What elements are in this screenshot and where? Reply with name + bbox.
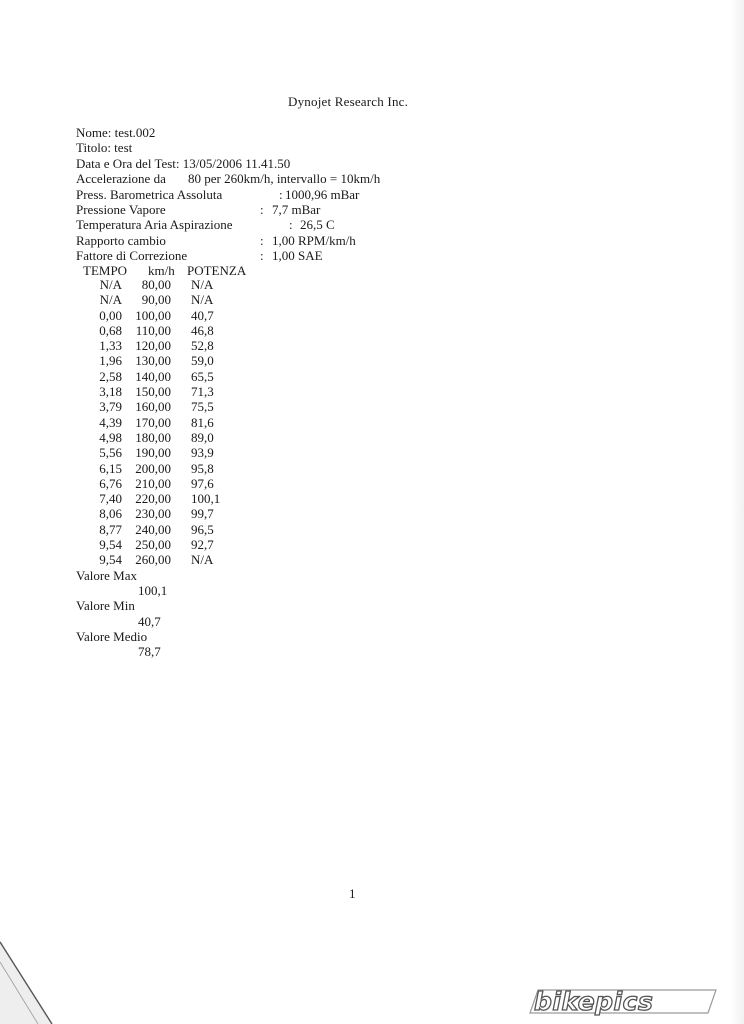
- cell-potenza: 93,9: [191, 445, 214, 461]
- folded-corner: [0, 940, 60, 1024]
- summary-value: 40,7: [138, 613, 161, 629]
- cell-potenza: N/A: [191, 277, 214, 292]
- cell-kmh: 120,00: [135, 338, 171, 354]
- info-label: Accelerazione da: [76, 171, 166, 187]
- summary-value: 100,1: [138, 583, 168, 599]
- info-value: 1,00 SAE: [272, 248, 323, 264]
- cell-potenza: 81,6: [191, 414, 214, 430]
- cell-kmh: 200,00: [135, 460, 171, 476]
- cell-kmh: 190,00: [135, 445, 171, 461]
- cell-potenza: 95,8: [191, 460, 214, 476]
- summary-value: 78,7: [138, 643, 161, 659]
- info-separator: :: [289, 217, 293, 233]
- header-tempo: TEMPO: [83, 263, 128, 278]
- info-label: Data e Ora del Test: 13/05/2006 11.41.50: [76, 155, 291, 171]
- bikepics-watermark: [528, 986, 720, 1016]
- page-edge: [730, 0, 744, 1024]
- document-header: Dynojet Research Inc.: [288, 94, 409, 109]
- cell-tempo: 6,15: [99, 460, 122, 476]
- cell-tempo: 3,79: [99, 399, 122, 415]
- cell-potenza: 59,0: [191, 353, 214, 369]
- cell-kmh: 180,00: [135, 429, 171, 445]
- cell-kmh: 130,00: [135, 353, 171, 369]
- cell-potenza: 96,5: [191, 521, 214, 537]
- summary-label: Valore Medio: [76, 628, 148, 644]
- cell-kmh: 160,00: [135, 399, 171, 415]
- cell-tempo: 1,96: [99, 353, 122, 369]
- cell-kmh: 250,00: [135, 537, 171, 553]
- cell-tempo: N/A: [99, 277, 122, 292]
- cell-potenza: 92,7: [191, 537, 214, 553]
- info-label: Titolo: test: [76, 140, 133, 156]
- cell-tempo: 9,54: [99, 537, 122, 553]
- cell-kmh: 220,00: [135, 491, 171, 507]
- watermark-text: bikepics: [534, 987, 654, 1016]
- summary-label: Valore Max: [76, 568, 138, 583]
- summary-label: Valore Min: [76, 598, 135, 614]
- info-separator: :: [260, 232, 264, 248]
- header-kmh: km/h: [148, 263, 175, 278]
- info-value: 1000,96 mBar: [285, 186, 360, 202]
- info-label: Nome: test.002: [76, 125, 156, 140]
- info-label: Fattore di Correzione: [76, 248, 188, 264]
- cell-potenza: 71,3: [191, 384, 214, 400]
- cell-tempo: 2,58: [99, 368, 122, 384]
- cell-tempo: 4,98: [99, 429, 122, 445]
- cell-tempo: 1,33: [99, 338, 122, 354]
- cell-potenza: N/A: [191, 552, 214, 568]
- cell-potenza: N/A: [191, 292, 214, 308]
- cell-tempo: 8,77: [99, 521, 122, 537]
- cell-kmh: 80,00: [141, 277, 171, 292]
- cell-tempo: 5,56: [99, 445, 122, 461]
- cell-tempo: 7,40: [99, 491, 122, 507]
- info-label: Press. Barometrica Assoluta: [76, 186, 223, 202]
- info-value: 80 per 260km/h, intervallo = 10km/h: [188, 171, 381, 187]
- cell-kmh: 90,00: [141, 292, 171, 308]
- cell-kmh: 150,00: [135, 384, 171, 400]
- cell-tempo: 0,68: [99, 322, 122, 338]
- info-value: 26,5 C: [300, 217, 335, 233]
- cell-kmh: 110,00: [135, 322, 171, 338]
- cell-potenza: 99,7: [191, 506, 214, 522]
- info-value: 1,00 RPM/km/h: [272, 232, 356, 248]
- cell-potenza: 75,5: [191, 399, 214, 415]
- cell-potenza: 97,6: [191, 475, 214, 491]
- cell-tempo: 4,39: [99, 414, 122, 430]
- cell-kmh: 170,00: [135, 414, 171, 430]
- info-value: 7,7 mBar: [272, 201, 321, 217]
- cell-kmh: 210,00: [135, 475, 171, 491]
- cell-kmh: 100,00: [135, 307, 171, 323]
- cell-potenza: 89,0: [191, 429, 214, 445]
- cell-tempo: 0,00: [99, 307, 122, 323]
- header-potenza: POTENZA: [187, 263, 247, 278]
- info-label: Pressione Vapore: [76, 201, 166, 217]
- cell-tempo: 8,06: [99, 506, 122, 522]
- info-separator: :: [279, 186, 283, 202]
- cell-potenza: 65,5: [191, 368, 214, 384]
- cell-kmh: 230,00: [135, 506, 171, 522]
- cell-tempo: 6,76: [99, 475, 122, 491]
- info-label: Rapporto cambio: [76, 232, 166, 248]
- cell-potenza: 40,7: [191, 307, 214, 323]
- cell-kmh: 240,00: [135, 521, 171, 537]
- cell-kmh: 260,00: [135, 552, 171, 568]
- cell-potenza: 52,8: [191, 338, 214, 354]
- cell-kmh: 140,00: [135, 368, 171, 384]
- cell-potenza: 46,8: [191, 322, 214, 338]
- cell-potenza: 100,1: [191, 491, 221, 507]
- info-label: Temperatura Aria Aspirazione: [76, 217, 233, 233]
- cell-tempo: N/A: [99, 292, 122, 308]
- page-number: 1: [349, 886, 356, 901]
- info-separator: :: [260, 201, 264, 217]
- cell-tempo: 9,54: [99, 552, 122, 568]
- info-separator: :: [260, 248, 264, 264]
- cell-tempo: 3,18: [99, 384, 122, 400]
- summary-values: [76, 568, 167, 659]
